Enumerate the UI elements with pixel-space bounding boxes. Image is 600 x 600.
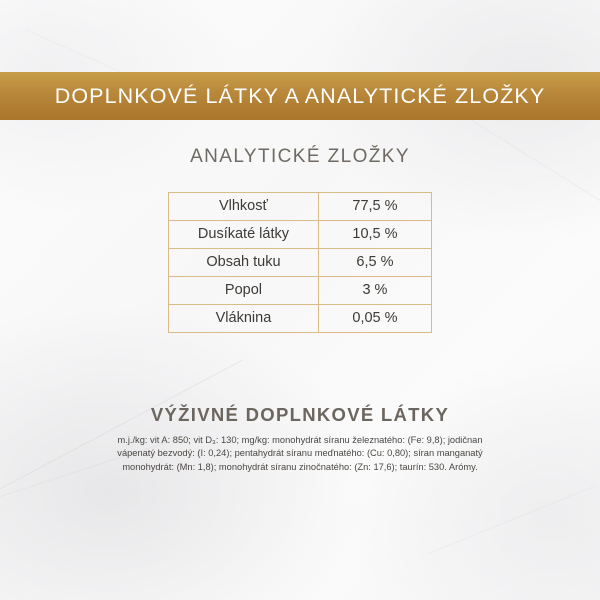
supplements-text: m.j./kg: vit A: 850; vit D₃: 130; mg/kg: monohydrát síranu železnatého: (Fe: 9,8); jodičnan vápenatý bezvodý: (I: 0,24); pentahydrát síranu meďnatého: (Cu: 0,80); síran manganatý monohydrát: (Mn: 1,8); monohydrát síranu zinočnatého: (Zn: 17,6); taurín: 530. Arómy. (117, 435, 483, 472)
marble-vein (0, 360, 243, 502)
table-row (169, 249, 432, 277)
table-row (169, 277, 432, 305)
analytical-section-title: ANALYTICKÉ ZLOŽKY (190, 146, 410, 167)
table-cell-name: Dusíkaté látky (169, 221, 319, 249)
banner-title: DOPLNKOVÉ LÁTKY A ANALYTICKÉ ZLOŽKY (54, 83, 546, 108)
analytical-table (168, 192, 432, 333)
marble-vein (426, 486, 593, 554)
table-row (169, 305, 432, 333)
table-row (169, 193, 432, 221)
table-cell-name: Obsah tuku (169, 249, 319, 277)
table-cell-name: Popol (169, 277, 319, 305)
table-row (169, 221, 432, 249)
table-cell-name: Vlhkosť (169, 193, 319, 221)
table-cell-name: Vláknina (169, 305, 319, 333)
table-cell-value: 3 % (318, 277, 431, 305)
table-cell-value: 10,5 % (318, 221, 431, 249)
analytical-table-wrapper (168, 192, 432, 333)
header-banner (0, 72, 600, 120)
table-cell-value: 77,5 % (318, 193, 431, 221)
supplements-section-title: VÝŽIVNÉ DOPLNKOVÉ LÁTKY (150, 404, 450, 425)
table-cell-value: 0,05 % (318, 305, 431, 333)
table-cell-value: 6,5 % (318, 249, 431, 277)
